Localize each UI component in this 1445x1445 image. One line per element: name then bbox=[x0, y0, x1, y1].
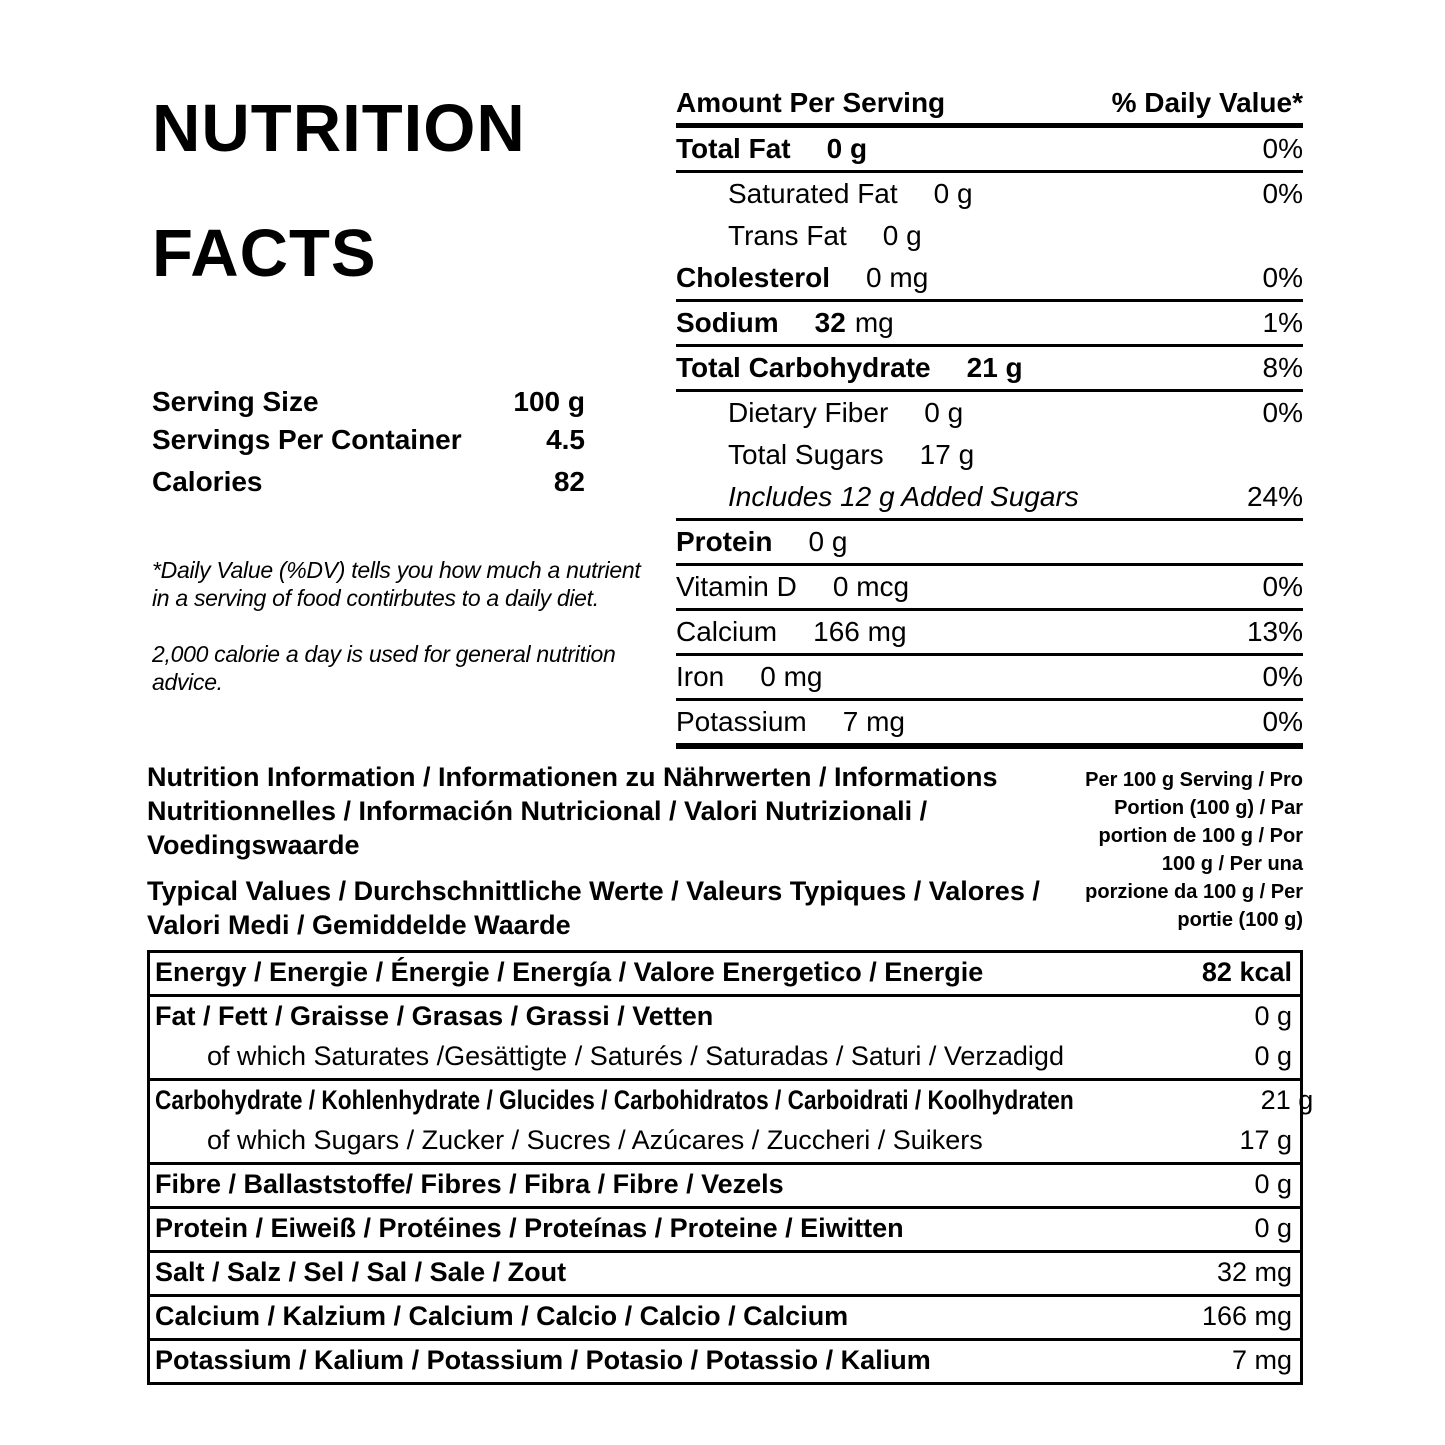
intl-heading-line: Nutrition Information / Informationen zu Nährwerten / Informations bbox=[147, 762, 998, 792]
serving-size-value: 100 g bbox=[513, 386, 585, 417]
footnote-line: advice. bbox=[152, 669, 223, 695]
per-serving-line: portie (100 g) bbox=[1177, 909, 1303, 931]
intl-row-fat: Fat / Fett / Graisse / Grasas / Grassi / Vetten 0 g of which Saturates /Gesättigte / Saturés / Saturadas / Saturi / Verzadigd 0 g bbox=[150, 997, 1300, 1081]
amount-per-serving-header: Amount Per Serving bbox=[676, 87, 946, 118]
per-serving-line: Per 100 g Serving / Pro bbox=[1085, 769, 1303, 791]
intl-heading-line: Nutritionnelles / Información Nutricional / Valori Nutrizionali / bbox=[147, 796, 928, 826]
fact-row-total-carbohydrate: Total Carbohydrate 21 g 8% bbox=[676, 347, 1303, 392]
daily-value-header: % Daily Value* bbox=[1111, 87, 1303, 118]
intl-row-fibre: Fibre / Ballaststoffe/ Fibres / Fibra / Fibre / Vezels 0 g bbox=[150, 1165, 1300, 1209]
fact-row-dietary-fiber: Dietary Fiber 0 g 0% bbox=[728, 397, 1303, 428]
typical-values-line: Valori Medi / Gemiddelde Waarde bbox=[147, 910, 571, 940]
page-title bbox=[152, 91, 526, 291]
fact-row-vitamin-d: Vitamin D 0 mcg 0% bbox=[676, 566, 1303, 611]
footnote-line: 2,000 calorie a day is used for general nutrition bbox=[152, 641, 616, 667]
calories-value: 82 bbox=[553, 466, 585, 497]
per-serving-line: portion de 100 g / Por bbox=[1098, 825, 1303, 847]
fact-row-sodium: Sodium 32 mg 1% bbox=[676, 302, 1303, 347]
intl-row-protein: Protein / Eiweiß / Protéines / Proteínas / Proteine / Eiwitten 0 g bbox=[150, 1209, 1300, 1253]
fact-row-iron: Iron 0 mg 0% bbox=[676, 656, 1303, 701]
fact-row-saturated-fat: Saturated Fat 0 g 0% bbox=[728, 178, 1303, 209]
calories-label: Calories bbox=[152, 466, 263, 497]
international-nutrition-section bbox=[147, 760, 1314, 1385]
intl-row-carbohydrate: Carbohydrate / Kohlenhydrate / Glucides / Carbohidratos / Carboidrati / Koolhydraten 21 g of which Sugars / Zucker / Sucres / Azúcares / Zuccheri / Suikers 17 g bbox=[150, 1081, 1300, 1165]
serving-size-row bbox=[152, 383, 585, 421]
calories-row bbox=[152, 463, 585, 501]
footnote-line: in a serving of food contirbutes to a daily diet. bbox=[152, 585, 599, 611]
calorie-advice-footnote bbox=[152, 640, 615, 696]
intl-heading bbox=[147, 760, 1303, 942]
intl-row-energy: Energy / Energie / Énergie / Energía / Valore Energetico / Energie 82 kcal bbox=[150, 953, 1300, 997]
title-line-1: NUTRITION bbox=[152, 91, 526, 166]
typical-values-line: Typical Values / Durchschnittliche Werte / Valeurs Typiques / Valores / bbox=[147, 876, 1040, 906]
serving-size-label: Serving Size bbox=[152, 386, 319, 417]
per-serving-line: Portion (100 g) / Par bbox=[1114, 797, 1303, 819]
nutrition-facts-table bbox=[676, 88, 1303, 749]
intl-row-salt: Salt / Salz / Sel / Sal / Sale / Zout 32 mg bbox=[150, 1253, 1300, 1297]
facts-header-row bbox=[676, 88, 1303, 128]
fact-row-protein: Protein 0 g bbox=[676, 521, 1303, 566]
fact-row-total-sugars: Total Sugars 17 g bbox=[728, 439, 975, 470]
daily-value-footnote bbox=[152, 556, 640, 612]
servings-per-container-label: Servings Per Container bbox=[152, 424, 462, 455]
footnote-line: *Daily Value (%DV) tells you how much a nutrient bbox=[152, 557, 641, 583]
fact-row-calcium: Calcium 166 mg 13% bbox=[676, 611, 1303, 656]
intl-table bbox=[147, 950, 1314, 1385]
fact-row-added-sugars: Includes 12 g Added Sugars 24% bbox=[676, 476, 1303, 521]
per-serving-line: porzione da 100 g / Per bbox=[1085, 881, 1303, 903]
intl-row-potassium: Potassium / Kalium / Potassium / Potasio / Potassio / Kalium 7 mg bbox=[155, 1345, 1292, 1375]
per-serving-note bbox=[1085, 760, 1303, 934]
fact-row-total-fat: Total Fat 0 g 0% bbox=[676, 128, 1303, 173]
title-line-2: FACTS bbox=[152, 216, 377, 291]
servings-per-container-value: 4.5 bbox=[546, 424, 585, 455]
fact-row-potassium: Potassium 7 mg 0% bbox=[676, 701, 1303, 749]
fact-row-cholesterol: Cholesterol 0 mg 0% bbox=[676, 257, 1303, 302]
per-serving-line: 100 g / Per una bbox=[1161, 853, 1303, 875]
serving-summary bbox=[152, 383, 585, 501]
intl-row-calcium: Calcium / Kalzium / Calcium / Calcio / Calcio / Calcium 166 mg bbox=[150, 1297, 1300, 1341]
servings-per-container-row bbox=[152, 421, 585, 459]
intl-heading-line: Voedingswaarde bbox=[147, 830, 360, 860]
fact-row-trans-fat: Trans Fat 0 g bbox=[728, 220, 922, 251]
intl-heading-left bbox=[147, 760, 1040, 942]
